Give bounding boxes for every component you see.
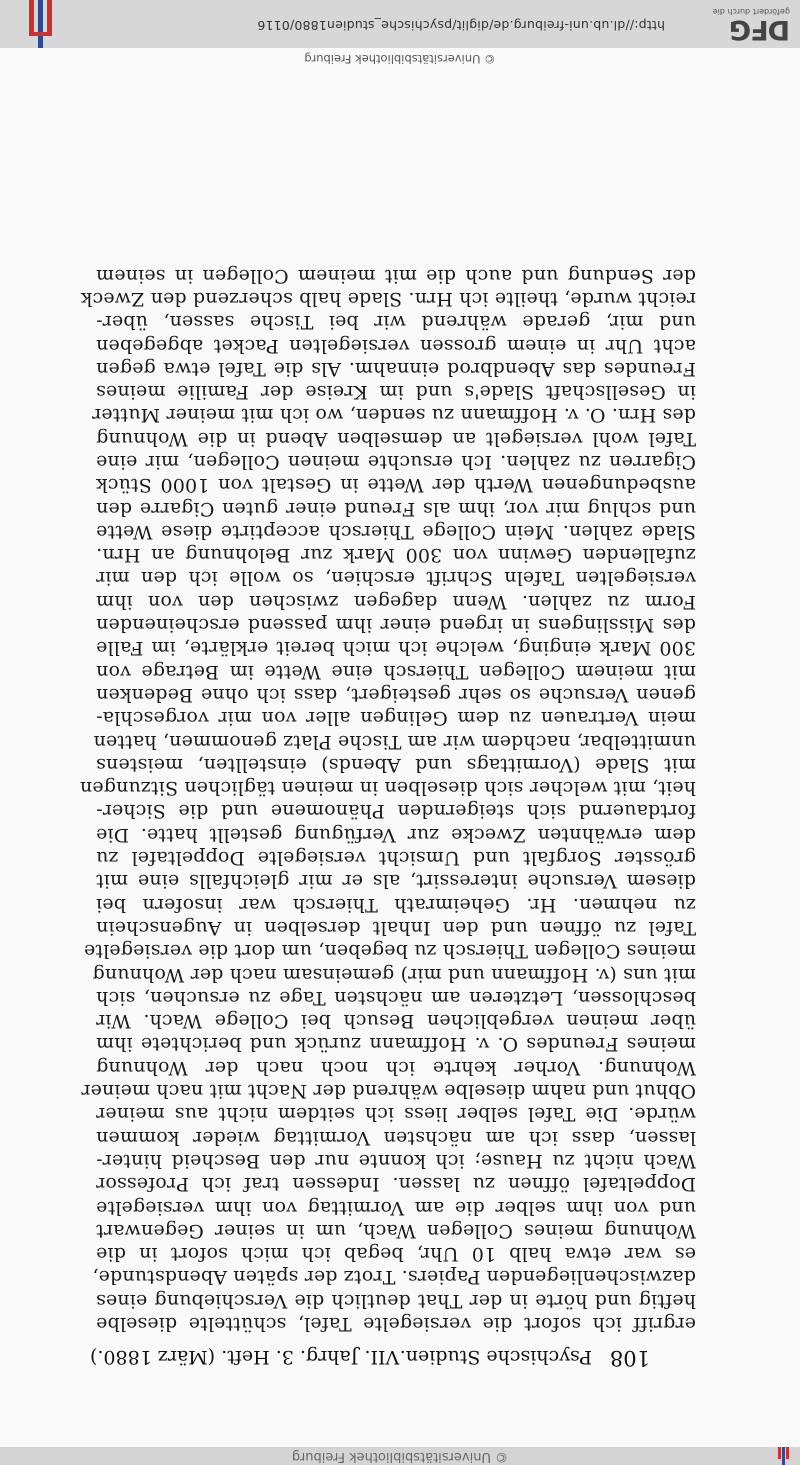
text-line: zufallenden Gewinn von 300 Mark zur Belohnung an Hrn. — [96, 544, 696, 567]
dfg-logo — [690, 7, 790, 45]
issue-info: VII. Jahrg. 3. Heft. (März 1880.) — [90, 1346, 400, 1368]
text-line: des Hrn. O. v. Hoffmann zu senden, wo ich mit meiner Mutter — [91, 404, 696, 427]
university-logo-icon — [20, 0, 60, 48]
text-line: heit, mit welcher sich dieselben in meinen täglichen Sitzungen — [79, 777, 696, 800]
text-line: in Gesellschaft Slade's und im Kreise der Familie meines — [96, 381, 696, 404]
text-line: Doppeltafel öffnen zu lassen. Indessen traf ich Professor — [96, 1173, 696, 1196]
text-line: dem erwähnten Zwecke zur Verfügung gestellt hatte. Die — [96, 823, 696, 846]
page-number: 108 — [609, 1346, 650, 1370]
text-line: unmittelbar, nachdem wir am Tische Platz genommen, hatten — [93, 730, 696, 753]
text-line: über meinen vergeblichen Besuch bei College Wach. Wir — [96, 1010, 696, 1033]
text-line: meines Collegen Thiersch zu begeben, um dort die versiegelte — [83, 940, 696, 963]
text-line: Form zu zahlen. Wenn dagegen zwischen den von ihm — [96, 590, 696, 613]
text-line: Slade zahlen. Mein College Thiersch acceptirte diese Wette — [96, 520, 696, 543]
top-caption: © Universitätsbibliothek Freiburg — [291, 1449, 509, 1464]
text-line: meines Freundes O. v. Hoffmann zurück und berichtete ihm — [96, 1033, 696, 1056]
text-line: fortdauernd sich steigernden Phänomene und die Sicher- — [96, 800, 696, 823]
text-line: des Misslingens in irgend einer ihm passend erscheinenden — [96, 614, 696, 637]
text-line: und schlug mir vor, ihm als Freund einer guten Cigarre den — [96, 497, 696, 520]
text-line: ausbedungenen Werth der Wette in Gestalt von 1000 Stück — [96, 474, 696, 497]
text-line: reicht wurde, theilte ich Hrn. Slade halb scherzend den Zweck — [80, 287, 696, 310]
text-line: beschlossen, Letzteren am nächsten Tage zu ersuchen, sich — [96, 986, 696, 1009]
footer-bar — [0, 0, 800, 48]
source-url[interactable]: http://dl.ub.uni-freiburg.de/diglit/psychische_studien1880/0116 — [257, 18, 665, 33]
text-line: der Sendung und auch die mit meinem Collegen in seinem — [96, 264, 696, 287]
dfg-logo-text: DFG — [729, 14, 790, 45]
text-line: versiegelten Tafeln Schrift erschien, so wolle ich den mir — [96, 567, 696, 590]
text-line: dazwischenliegenden Papiers. Trotz der späten Abendstunde, — [92, 1266, 696, 1289]
text-line: acht Uhr in einem grossen versiegelten Packet abgegeben — [96, 334, 696, 357]
text-line: diesem Versuche interessirt, als er mir gleichfalls eine mit — [96, 870, 696, 893]
text-line: mit meinem Collegen Thiersch eine Wette im Betrage von — [96, 660, 696, 683]
body-text — [79, 263, 696, 1335]
text-line: mit Slade (Vormittags und Abends) einstellten, meistens — [96, 753, 696, 776]
text-line: würde. Die Tafel selber liess ich seitdem nicht aus meiner — [96, 1103, 696, 1126]
dfg-caption: gefördert durch die — [712, 7, 790, 16]
text-line: grösster Sorgfalt und Umsicht versiegelte Doppeltafel zu — [96, 847, 696, 870]
text-line: Wach nicht zu Hause; ich konnte nur den Bescheid hinter- — [96, 1149, 696, 1172]
copyright-notice: © Universitätsbibliothek Freiburg — [304, 52, 496, 66]
text-line: ergriff ich sofort die versiegelte Tafel, schüttelte dieselbe — [96, 1313, 696, 1335]
text-line: zu nehmen. Hr. Geheimrath Thiersch war insofern bei — [96, 893, 696, 916]
text-line: Tafel wohl versiegelt an demselben Abend in die Wohnung — [96, 427, 696, 450]
text-line: Wohnung. Vorher kehrte ich noch nach der Wohnung — [96, 1056, 696, 1079]
text-line: mit uns (v. Hoffmann und mir) gemeinsam nach der Wohnung — [92, 963, 696, 986]
running-title: Psychische Studien. — [399, 1346, 592, 1368]
text-line: Cigarren zu zahlen. Ich ersuchte meinen Collegen, mir eine — [96, 451, 696, 474]
text-line: Obhut und nahm dieselbe während der Nacht mit nach meiner — [81, 1080, 696, 1103]
text-line: heftig und hörte in der That deutlich die Verschiebung eines — [96, 1289, 696, 1312]
text-line: genen Versuche so sehr gesteigert, dass ich ohne Bedenken — [96, 683, 696, 706]
text-line: es war etwa halb 10 Uhr, begab ich mich sofort in die — [96, 1243, 696, 1266]
text-line: mein Vertrauen zu dem Gelingen aller von mir vorgeschla- — [96, 707, 696, 730]
text-line: Freundes das Abendbrod einnahm. Als die Tafel etwa gegen — [96, 357, 696, 380]
text-line: Wohnung meines Collegen Wach, um in seiner Gegenwart — [96, 1219, 696, 1242]
text-line: lassen, dass ich am nächsten Vormittag wieder kommen — [96, 1126, 696, 1149]
text-line: und von ihm selber die am Vormittag von ihm versiegelte — [96, 1196, 696, 1219]
text-line: Tafel zu öffnen und den Inhalt derselben in Augenschein — [96, 916, 696, 939]
text-line: 300 Mark einging, welche ich mich bereit erklärte, im Falle — [96, 637, 696, 660]
top-band — [0, 1447, 800, 1465]
text-line: und mir, gerade während wir bei Tische sassen, über- — [96, 311, 696, 334]
